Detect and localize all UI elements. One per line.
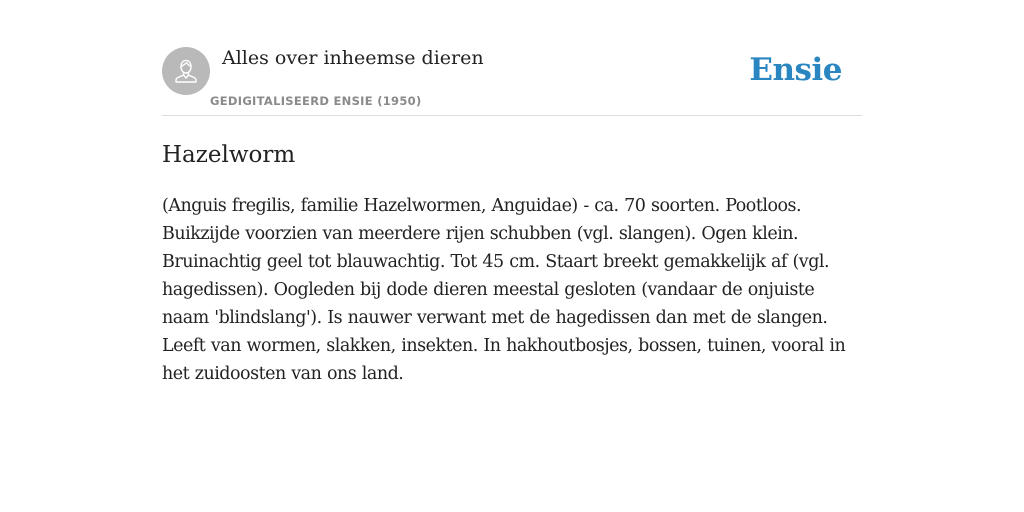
site-subtitle: GEDIGITALISEERD ENSIE (1950) [210, 94, 422, 108]
entry-body: (Anguis fregilis, familie Hazelwormen, Anguidae) - ca. 70 soorten. Pootloos. Buikzijde voorzien van meerdere rijen schubben (vgl. slangen). Ogen klein. Bruinachtig geel tot blauwachtig. Tot 45 cm. Staart breekt gemakkelijk af (vgl. hagedissen). Oogleden bij dode dieren meestal gesloten (vandaar de onjuiste naam 'blindslang'). Is nauwer verwant met de hagedissen dan met de slangen. Leeft van wormen, slakken, insekten. In hakhoutbosjes, bossen, tuinen, vooral in het zuidoosten van ons land. [162, 196, 846, 384]
site-title[interactable]: Alles over inheemse dieren [222, 47, 484, 69]
brand-logo[interactable]: Ensie [749, 52, 842, 88]
entry-title: Hazelworm [162, 142, 296, 168]
user-icon [171, 56, 201, 86]
header [162, 0, 862, 116]
avatar[interactable] [162, 47, 210, 95]
page-container [162, 0, 862, 384]
